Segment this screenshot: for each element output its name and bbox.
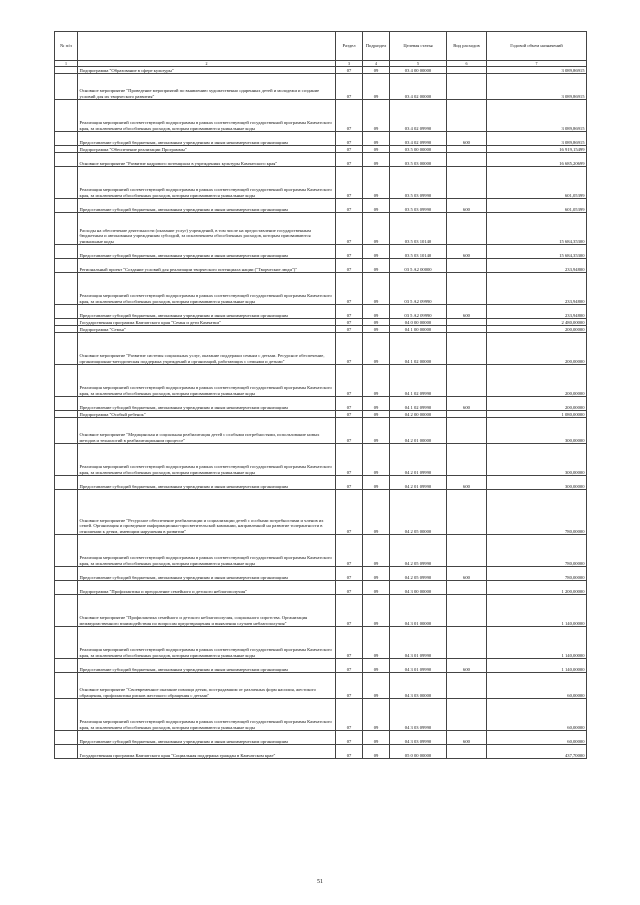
table-row — [55, 259, 587, 273]
razdel-cell: 07 — [336, 67, 363, 74]
amount-cell: 1 140,00000 — [487, 659, 587, 673]
amount-cell: 60,00000 — [487, 731, 587, 745]
article-cell: 04 2 05 09990 — [390, 567, 447, 581]
vid-cell: 600 — [447, 132, 487, 146]
name-cell: Подпрограмма "Профилактика и преодоление семейного и детского неблагополучия" — [78, 581, 336, 595]
name-cell: Реализация мероприятий соответствующей подпрограммы в рамках соответствующей государственной программы Камчатского края, за исключением обособленных расходов, которым присваиваются уникальные коды — [78, 535, 336, 567]
razdel-cell: 07 — [336, 326, 363, 333]
name-cell: Основное мероприятие "Развитие системы социальных услуг, оказание поддержки семьям с детьми. Ресурсное обеспечение, организационно-методическая поддержка учреждений и организаций, работающих с семьями и детьми" — [78, 333, 336, 365]
amount-cell: 3 089,86915 — [487, 74, 587, 100]
amount-cell: 780,00000 — [487, 490, 587, 535]
amount-cell: 3 089,86915 — [487, 67, 587, 74]
name-cell: Предоставление субсидий бюджетным, автономным учреждениям и иным некоммерческим организациям — [78, 132, 336, 146]
amount-cell: 3 089,86915 — [487, 100, 587, 132]
podrazdel-cell: 09 — [363, 245, 390, 259]
table-row — [55, 67, 587, 74]
amount-cell: 200,00000 — [487, 397, 587, 411]
razdel-cell: 07 — [336, 444, 363, 476]
header-amount: Годовой объем назначений — [487, 32, 587, 61]
amount-cell: 780,00000 — [487, 535, 587, 567]
table-row — [55, 74, 587, 100]
podrazdel-cell: 09 — [363, 326, 390, 333]
article-cell: 03 5 03 09990 — [390, 167, 447, 199]
vid-cell — [447, 67, 487, 74]
name-cell: Государственная программа Камчатского края "Социальная поддержка граждан в Камчатском крае" — [78, 745, 336, 759]
podrazdel-cell: 09 — [363, 259, 390, 273]
razdel-cell: 07 — [336, 213, 363, 245]
razdel-cell: 07 — [336, 365, 363, 397]
vid-cell: 600 — [447, 245, 487, 259]
article-cell: 04 2 05 00000 — [390, 490, 447, 535]
article-cell: 04 1 02 00000 — [390, 333, 447, 365]
article-cell: 04 0 00 00000 — [390, 319, 447, 326]
vid-cell: 600 — [447, 476, 487, 490]
table-row — [55, 444, 587, 476]
amount-cell: 601,05399 — [487, 199, 587, 213]
index-cell — [55, 490, 78, 535]
podrazdel-cell: 09 — [363, 595, 390, 627]
index-cell — [55, 259, 78, 273]
podrazdel-cell: 09 — [363, 444, 390, 476]
vid-cell — [447, 627, 487, 659]
index-cell — [55, 699, 78, 731]
header-article: Целевая статья — [390, 32, 447, 61]
razdel-cell: 07 — [336, 535, 363, 567]
vid-cell: 600 — [447, 659, 487, 673]
name-cell: Основное мероприятие "Своевременное оказание помощи детям, пострадавшим от различных форм насилия, жестокого обращения, профилактика рисков жестокого обращения с детьми" — [78, 673, 336, 699]
index-cell — [55, 535, 78, 567]
vid-cell: 600 — [447, 199, 487, 213]
vid-cell — [447, 319, 487, 326]
budget-table — [54, 31, 587, 759]
index-cell — [55, 673, 78, 699]
table-row — [55, 699, 587, 731]
podrazdel-cell: 09 — [363, 333, 390, 365]
article-cell: 04 3 01 00000 — [390, 595, 447, 627]
razdel-cell: 07 — [336, 411, 363, 418]
podrazdel-cell: 09 — [363, 731, 390, 745]
amount-cell: 60,00000 — [487, 673, 587, 699]
vid-cell — [447, 273, 487, 305]
name-cell: Подпрограмма "Особый ребенок" — [78, 411, 336, 418]
amount-cell: 200,00000 — [487, 333, 587, 365]
column-number: 3 — [336, 61, 363, 67]
name-cell: Основное мероприятие "Профилактика семейного и детского неблагополучия, социального сиротства. Организация межведомственного взаимодействия по вопросам предотвращения и выявления случаев неблагополучия" — [78, 595, 336, 627]
amount-cell: 200,00000 — [487, 326, 587, 333]
name-cell: Реализация мероприятий соответствующей подпрограммы в рамках соответствующей государственной программы Камчатского края, за исключением обособленных расходов, которым присваиваются уникальные коды — [78, 444, 336, 476]
table-row — [55, 326, 587, 333]
index-cell — [55, 365, 78, 397]
razdel-cell: 07 — [336, 731, 363, 745]
article-cell: 03 5 03 09990 — [390, 199, 447, 213]
name-cell: Предоставление субсидий бюджетным, автономным учреждениям и иным некоммерческим организациям — [78, 659, 336, 673]
index-cell — [55, 153, 78, 167]
article-cell: 04 2 01 09990 — [390, 476, 447, 490]
index-cell — [55, 132, 78, 146]
name-cell: Предоставление субсидий бюджетным, автономным учреждениям и иным некоммерческим организациям — [78, 199, 336, 213]
name-cell: Предоставление субсидий бюджетным, автономным учреждениям и иным некоммерческим организациям — [78, 397, 336, 411]
vid-cell — [447, 259, 487, 273]
table-row — [55, 365, 587, 397]
article-cell: 04 1 02 09990 — [390, 365, 447, 397]
table-row — [55, 490, 587, 535]
table-row — [55, 319, 587, 326]
article-cell: 04 1 02 09990 — [390, 397, 447, 411]
vid-cell — [447, 365, 487, 397]
razdel-cell: 07 — [336, 146, 363, 153]
podrazdel-cell: 09 — [363, 273, 390, 305]
index-cell — [55, 167, 78, 199]
table-row — [55, 731, 587, 745]
razdel-cell: 07 — [336, 397, 363, 411]
razdel-cell: 07 — [336, 418, 363, 444]
podrazdel-cell: 09 — [363, 397, 390, 411]
name-cell: Реализация мероприятий соответствующей подпрограммы в рамках соответствующей государственной программы Камчатского края, за исключением обособленных расходов, которым присваиваются уникальные коды — [78, 273, 336, 305]
index-cell — [55, 731, 78, 745]
index-cell — [55, 333, 78, 365]
vid-cell — [447, 167, 487, 199]
amount-cell: 60,00000 — [487, 699, 587, 731]
podrazdel-cell: 09 — [363, 673, 390, 699]
index-cell — [55, 595, 78, 627]
razdel-cell: 07 — [336, 659, 363, 673]
index-cell — [55, 100, 78, 132]
podrazdel-cell: 09 — [363, 365, 390, 397]
vid-cell — [447, 333, 487, 365]
header-razdel: Раздел — [336, 32, 363, 61]
razdel-cell: 07 — [336, 167, 363, 199]
article-cell: 03 4 02 09990 — [390, 132, 447, 146]
name-cell: Реализация мероприятий соответствующей подпрограммы в рамках соответствующей государственной программы Камчатского края, за исключением обособленных расходов, которым присваиваются уникальные коды — [78, 100, 336, 132]
table-row — [55, 418, 587, 444]
name-cell: Реализация мероприятий соответствующей подпрограммы в рамках соответствующей государственной программы Камчатского края, за исключением обособленных расходов, которым присваиваются уникальные коды — [78, 167, 336, 199]
razdel-cell: 07 — [336, 333, 363, 365]
podrazdel-cell: 09 — [363, 167, 390, 199]
column-number: 6 — [447, 61, 487, 67]
podrazdel-cell: 09 — [363, 74, 390, 100]
podrazdel-cell: 09 — [363, 305, 390, 319]
razdel-cell: 07 — [336, 581, 363, 595]
podrazdel-cell: 09 — [363, 132, 390, 146]
name-cell: Подпрограмма "Обеспечение реализации Программы" — [78, 146, 336, 153]
article-cell: 04 1 00 00000 — [390, 326, 447, 333]
vid-cell — [447, 418, 487, 444]
page-number: 51 — [317, 879, 323, 885]
article-cell: 04 3 01 09990 — [390, 659, 447, 673]
index-cell — [55, 213, 78, 245]
article-cell: 03 5 A2 00000 — [390, 259, 447, 273]
table-row — [55, 595, 587, 627]
article-cell: 03 4 00 00000 — [390, 67, 447, 74]
podrazdel-cell: 09 — [363, 490, 390, 535]
header-name — [78, 32, 336, 61]
podrazdel-cell: 09 — [363, 535, 390, 567]
article-cell: 03 5 03 00000 — [390, 153, 447, 167]
vid-cell — [447, 411, 487, 418]
razdel-cell: 07 — [336, 245, 363, 259]
column-number: 2 — [78, 61, 336, 67]
table-row — [55, 167, 587, 199]
vid-cell — [447, 326, 487, 333]
vid-cell — [447, 595, 487, 627]
vid-cell — [447, 673, 487, 699]
article-cell: 04 3 00 00000 — [390, 581, 447, 595]
name-cell: Реализация мероприятий соответствующей подпрограммы в рамках соответствующей государственной программы Камчатского края, за исключением обособленных расходов, которым присваиваются уникальные коды — [78, 699, 336, 731]
column-number: 1 — [55, 61, 78, 67]
amount-cell: 1 080,00000 — [487, 411, 587, 418]
name-cell: Основное мероприятие "Развитие кадрового потенциала в учреждениях культуры Камчатского края" — [78, 153, 336, 167]
podrazdel-cell: 09 — [363, 699, 390, 731]
amount-cell: 1 140,00000 — [487, 627, 587, 659]
name-cell: Предоставление субсидий бюджетным, автономным учреждениям и иным некоммерческим организациям — [78, 476, 336, 490]
amount-cell: 233,94800 — [487, 273, 587, 305]
razdel-cell: 07 — [336, 74, 363, 100]
razdel-cell: 07 — [336, 567, 363, 581]
index-cell — [55, 67, 78, 74]
article-cell: 04 2 01 09990 — [390, 444, 447, 476]
amount-cell: 16 685,20699 — [487, 153, 587, 167]
article-cell: 03 5 00 00000 — [390, 146, 447, 153]
index-cell — [55, 74, 78, 100]
vid-cell — [447, 213, 487, 245]
table-row — [55, 659, 587, 673]
index-cell — [55, 319, 78, 326]
name-cell: Предоставление субсидий бюджетным, автономным учреждениям и иным некоммерческим организациям — [78, 305, 336, 319]
table-row — [55, 745, 587, 759]
amount-cell: 437,70000 — [487, 745, 587, 759]
index-cell — [55, 476, 78, 490]
article-cell: 04 3 03 00000 — [390, 673, 447, 699]
article-cell: 04 2 00 00000 — [390, 411, 447, 418]
razdel-cell: 07 — [336, 319, 363, 326]
podrazdel-cell: 09 — [363, 146, 390, 153]
index-cell — [55, 659, 78, 673]
vid-cell — [447, 153, 487, 167]
column-number: 7 — [487, 61, 587, 67]
razdel-cell: 07 — [336, 273, 363, 305]
podrazdel-cell: 09 — [363, 745, 390, 759]
podrazdel-cell: 09 — [363, 213, 390, 245]
table-row — [55, 132, 587, 146]
amount-cell: 2 480,00000 — [487, 319, 587, 326]
vid-cell: 600 — [447, 397, 487, 411]
podrazdel-cell: 09 — [363, 659, 390, 673]
razdel-cell: 07 — [336, 745, 363, 759]
amount-cell: 16 919,15499 — [487, 146, 587, 153]
name-cell: Реализация мероприятий соответствующей подпрограммы в рамках соответствующей государственной программы Камчатского края, за исключением обособленных расходов, которым присваиваются уникальные коды — [78, 365, 336, 397]
vid-cell: 600 — [447, 305, 487, 319]
razdel-cell: 07 — [336, 100, 363, 132]
podrazdel-cell: 09 — [363, 67, 390, 74]
amount-cell: 233,94800 — [487, 305, 587, 319]
table-row — [55, 146, 587, 153]
article-cell: 04 2 05 09990 — [390, 535, 447, 567]
podrazdel-cell: 09 — [363, 476, 390, 490]
index-cell — [55, 567, 78, 581]
vid-cell — [447, 581, 487, 595]
name-cell: Подпрограмма "Образование в сфере культуры" — [78, 67, 336, 74]
amount-cell: 15 684,35300 — [487, 213, 587, 245]
podrazdel-cell: 09 — [363, 411, 390, 418]
amount-cell: 780,00000 — [487, 567, 587, 581]
table-row — [55, 305, 587, 319]
index-cell — [55, 581, 78, 595]
razdel-cell: 07 — [336, 699, 363, 731]
index-cell — [55, 627, 78, 659]
article-cell: 04 3 01 09990 — [390, 627, 447, 659]
table-header-row — [55, 32, 587, 61]
name-cell: Основное мероприятие "Ресурсное обеспечение реабилитации и социализации детей с особыми потребностями и членов их семей. Организация и проведение информационно-просветительской кампании, направленной на развитие толерантности в отношении к детям, имеющим нарушения в развитии" — [78, 490, 336, 535]
column-number: 4 — [363, 61, 390, 67]
amount-cell: 300,00000 — [487, 418, 587, 444]
amount-cell: 3 089,86915 — [487, 132, 587, 146]
article-cell: 03 5 A2 09990 — [390, 305, 447, 319]
podrazdel-cell: 09 — [363, 627, 390, 659]
name-cell: Региональный проект "Создание условий для реализации творческого потенциала нации ("Творческие люди")" — [78, 259, 336, 273]
table-row — [55, 153, 587, 167]
amount-cell: 300,00000 — [487, 444, 587, 476]
table-row — [55, 673, 587, 699]
podrazdel-cell: 09 — [363, 153, 390, 167]
vid-cell — [447, 444, 487, 476]
article-cell: 04 2 01 00000 — [390, 418, 447, 444]
name-cell: Основное мероприятие "Медицинская и социальная реабилитация детей с особыми потребностями, использование новых методов и технологий в реабилитационном процессе" — [78, 418, 336, 444]
razdel-cell: 07 — [336, 627, 363, 659]
name-cell: Государственная программа Камчатского края "Семья и дети Камчатки" — [78, 319, 336, 326]
podrazdel-cell: 09 — [363, 100, 390, 132]
vid-cell — [447, 745, 487, 759]
table-row — [55, 273, 587, 305]
table-row — [55, 411, 587, 418]
razdel-cell: 07 — [336, 259, 363, 273]
table-row — [55, 245, 587, 259]
article-cell: 03 4 02 09990 — [390, 100, 447, 132]
article-cell: 03 4 02 00000 — [390, 74, 447, 100]
razdel-cell: 07 — [336, 490, 363, 535]
table-row — [55, 397, 587, 411]
table-row — [55, 535, 587, 567]
index-cell — [55, 418, 78, 444]
razdel-cell: 07 — [336, 199, 363, 213]
header-index: № п/п — [55, 32, 78, 61]
article-cell: 05 0 00 00000 — [390, 745, 447, 759]
index-cell — [55, 305, 78, 319]
podrazdel-cell: 09 — [363, 319, 390, 326]
name-cell: Реализация мероприятий соответствующей подпрограммы в рамках соответствующей государственной программы Камчатского края, за исключением обособленных расходов, которым присваиваются уникальные коды — [78, 627, 336, 659]
vid-cell — [447, 535, 487, 567]
vid-cell — [447, 490, 487, 535]
vid-cell — [447, 74, 487, 100]
table-row — [55, 213, 587, 245]
vid-cell: 600 — [447, 731, 487, 745]
header-vid: Вид расходов — [447, 32, 487, 61]
amount-cell: 1 200,00000 — [487, 581, 587, 595]
table-row — [55, 567, 587, 581]
article-cell: 03 5 03 10140 — [390, 213, 447, 245]
name-cell: Расходы на обеспечение деятельности (оказание услуг) учреждений, в том числе на предоставление государственным бюджетным и автономным учреждениям субсидий, за исключением обособленных расходов, которым присваиваются уникальные коды — [78, 213, 336, 245]
amount-cell: 601,05399 — [487, 167, 587, 199]
razdel-cell: 07 — [336, 476, 363, 490]
vid-cell: 600 — [447, 567, 487, 581]
header-podrazdel: Подраздел — [363, 32, 390, 61]
podrazdel-cell: 09 — [363, 581, 390, 595]
table-row — [55, 581, 587, 595]
podrazdel-cell: 09 — [363, 418, 390, 444]
podrazdel-cell: 09 — [363, 567, 390, 581]
budget-table-sheet — [54, 31, 586, 759]
index-cell — [55, 199, 78, 213]
index-cell — [55, 397, 78, 411]
table-row — [55, 199, 587, 213]
amount-cell: 15 684,35300 — [487, 245, 587, 259]
index-cell — [55, 326, 78, 333]
amount-cell: 200,00000 — [487, 365, 587, 397]
podrazdel-cell: 09 — [363, 199, 390, 213]
vid-cell — [447, 100, 487, 132]
index-cell — [55, 745, 78, 759]
name-cell: Предоставление субсидий бюджетным, автономным учреждениям и иным некоммерческим организациям — [78, 567, 336, 581]
name-cell: Основное мероприятие "Проведение мероприятий по выявлению художественно одаренных детей и молодежи и создание условий для их творческого развития" — [78, 74, 336, 100]
amount-cell: 1 140,00000 — [487, 595, 587, 627]
article-cell: 04 3 03 09990 — [390, 731, 447, 745]
index-cell — [55, 411, 78, 418]
column-number: 5 — [390, 61, 447, 67]
index-cell — [55, 245, 78, 259]
table-body — [55, 67, 587, 759]
table-row — [55, 100, 587, 132]
razdel-cell: 07 — [336, 595, 363, 627]
razdel-cell: 07 — [336, 153, 363, 167]
article-cell: 03 5 03 10140 — [390, 245, 447, 259]
vid-cell — [447, 146, 487, 153]
table-row — [55, 627, 587, 659]
article-cell: 04 3 03 09990 — [390, 699, 447, 731]
index-cell — [55, 146, 78, 153]
razdel-cell: 07 — [336, 132, 363, 146]
index-cell — [55, 273, 78, 305]
amount-cell: 233,94800 — [487, 259, 587, 273]
name-cell: Предоставление субсидий бюджетным, автономным учреждениям и иным некоммерческим организациям — [78, 731, 336, 745]
name-cell: Подпрограмма "Семья" — [78, 326, 336, 333]
table-row — [55, 476, 587, 490]
article-cell: 03 5 A2 09990 — [390, 273, 447, 305]
name-cell: Предоставление субсидий бюджетным, автономным учреждениям и иным некоммерческим организациям — [78, 245, 336, 259]
razdel-cell: 07 — [336, 305, 363, 319]
vid-cell — [447, 699, 487, 731]
index-cell — [55, 444, 78, 476]
amount-cell: 300,00000 — [487, 476, 587, 490]
razdel-cell: 07 — [336, 673, 363, 699]
table-row — [55, 333, 587, 365]
